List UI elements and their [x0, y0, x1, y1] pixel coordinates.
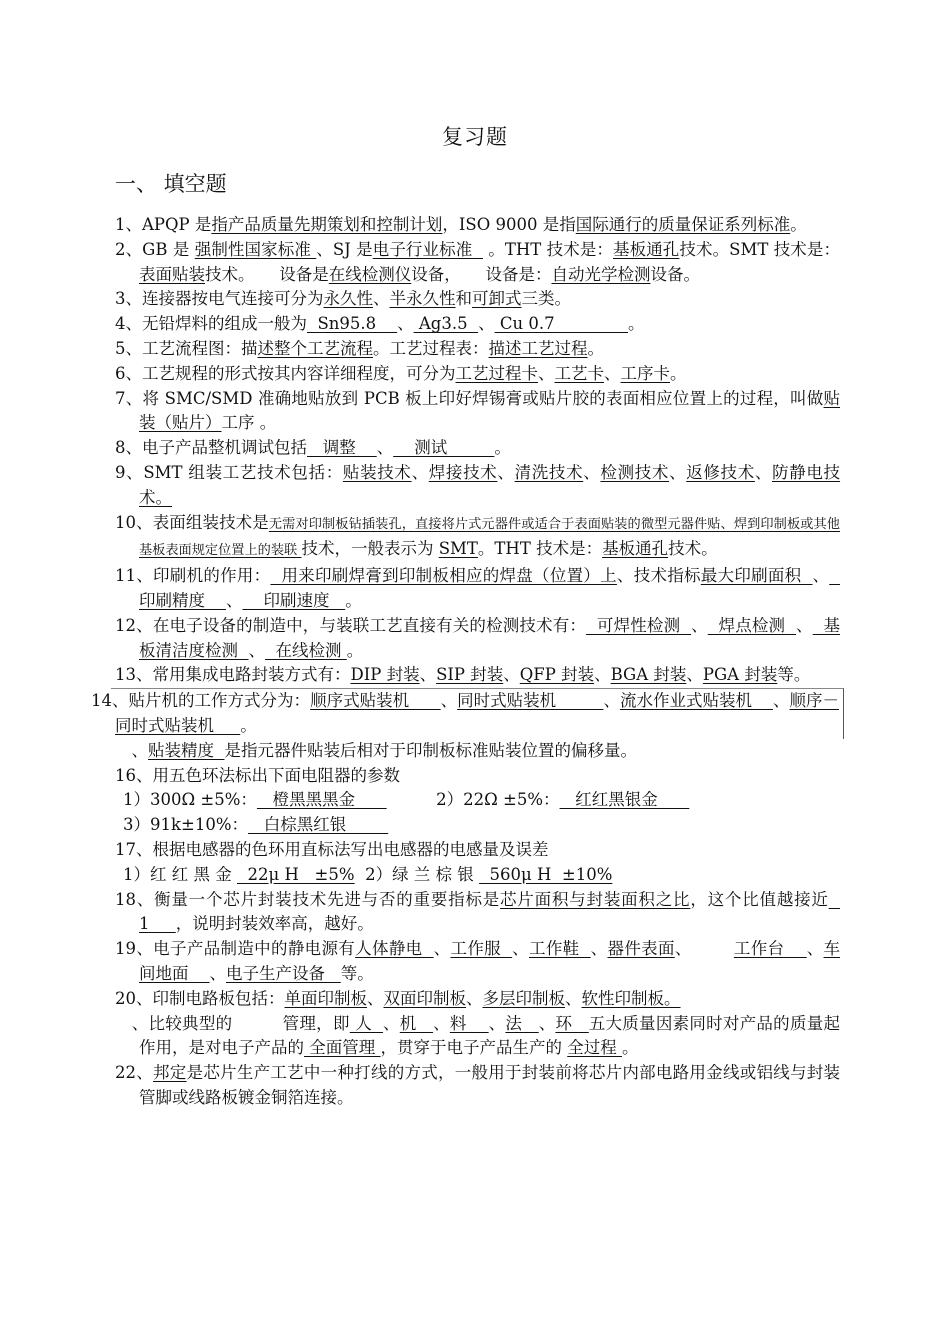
question-subitem: 1）300Ω ±5%： 橙黑黑黑金 2）22Ω ±5%： 红红黑银金 — [123, 790, 690, 810]
question-item: 16、用五色环法标出下面电阻器的参数 — [115, 765, 400, 785]
question-item: 10、表面组装技术是无需对印制板钻插装孔，直接将片式元器件或适合于表面贴装的微型元器件贴、焊到印制板或其他基板表面规定位置上的装联 技术，一般表示为 SMT。THT 技术是：基板通孔技术。 — [115, 512, 840, 559]
question-list — [91, 213, 841, 1111]
page-title: 复习题 — [442, 125, 508, 149]
question-item: 、贴装精度 是指元器件贴装后相对于印制板标准贴装位置的偏移量。 — [115, 740, 637, 760]
question-item: 13、常用集成电路封装方式有：DIP 封装、SIP 封装、QFP 封装、BGA 封装、PGA 封装等。 — [115, 665, 811, 685]
question-item: 4、无铅焊料的组成一般为 Sn95.8 、 Ag3.5 、 Cu 0.7 。 — [115, 314, 645, 334]
question-subitem: 3）91k±10%： 白棕黑红银 — [123, 815, 389, 835]
question-item: 20、印制电路板包括：单面印制板、双面印制板、多层印制板、软性印制板。 — [115, 988, 681, 1008]
question-item: 6、工艺规程的形式按其内容详细程度，可分为工艺过程卡、工艺卡、工序卡。 — [115, 363, 687, 383]
section-heading: 一、 填空题 — [115, 172, 227, 196]
question-item: 17、根据电感器的色环用直标法写出电感器的电感量及误差 — [115, 839, 549, 859]
question-item: 、比较典型的 管理，即 人 、机 、料 、法 、环 五大质量因素同时对产品的质量起作用，是对电子产品的 全面管理 ，贯穿于电子产品生产的 全过程 。 — [115, 1013, 840, 1058]
question-item: 5、工艺流程图：描述整个工艺流程。工艺过程表：描述工艺过程。 — [115, 338, 604, 358]
question-item: 22、邦定是芯片生产工艺中一种打线的方式，一般用于封装前将芯片内部电路用金线或铝线与封装管脚或线路板镀金铜箔连接。 — [115, 1063, 841, 1107]
question-item: 7、将 SMC/SMD 准确地贴放到 PCB 板上印好焊锡膏或贴片胶的表面相应位置上的过程，叫做贴装（贴片）工序 。 — [115, 388, 840, 433]
question-item: 19、电子产品制造中的静电源有人体静电 、工作服 、工作鞋 、器件表面、 工作台 、车间地面 、电子生产设备 等。 — [115, 939, 841, 983]
question-item: 1、APQP 是指产品质量先期策划和控制计划，ISO 9000 是指国际通行的质量保证系列标准。 — [115, 215, 807, 234]
question-item: 3、连接器按电气连接可分为永久性、半永久性和可卸式三类。 — [115, 289, 571, 309]
question-item: 8、电子产品整机调试包括 调整 、 测试 。 — [115, 438, 511, 458]
question-subitem: 1）红 红 黑 金 22μ H ±5% 2）绿 兰 棕 银 560μ H ±10% — [123, 864, 613, 884]
question-item: 12、在电子设备的制造中，与装联工艺直接有关的检测技术有： 可焊性检测 、 焊点检测 、 基板清洁度检测 、 在线检测 。 — [115, 615, 841, 660]
question-item: 9、SMT 组装工艺技术包括：贴装技术、焊接技术、清洗技术、检测技术、返修技术、防静电技术。 — [115, 462, 841, 507]
question-item: 18、衡量一个芯片封装技术先进与否的重要指标是芯片面积与封装面积之比，这个比值越接近 1 ，说明封装效率高，越好。 — [115, 889, 841, 934]
question-item: 14、贴片机的工作方式分为：顺序式贴装机 、同时式贴装机 、流水作业式贴装机 、顺序－同时式贴装机 。 — [111, 688, 844, 739]
question-item: 11、印刷机的作用： 用来印刷焊膏到印制板相应的焊盘（位置）上、技术指标最大印刷面积 、 印刷精度 、 印刷速度 。 — [115, 566, 840, 610]
question-item: 2、GB 是 强制性国家标准 、SJ 是电子行业标准 。THT 技术是：基板通孔技术。SMT 技术是：表面贴装技术。 设备是在线检测仪设备， 设备是：自动光学检测设备。 — [115, 239, 840, 284]
